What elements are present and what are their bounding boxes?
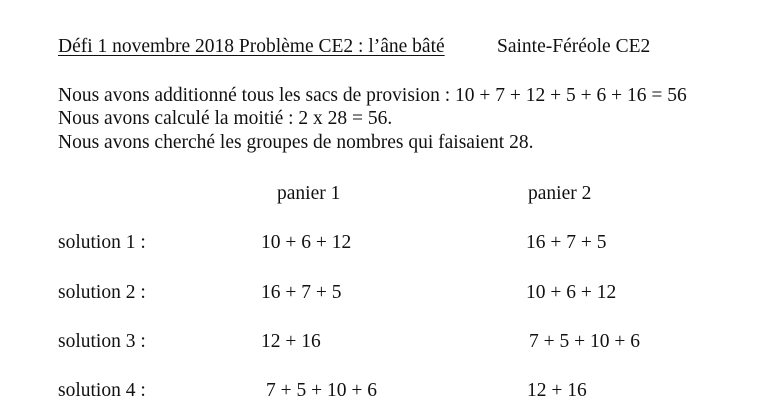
paragraph-half: Nous avons calculé la moitié : 2 x 28 = 56. [58, 108, 393, 129]
panier-2-value: 10 + 6 + 12 [526, 282, 617, 303]
header-panier-1: panier 1 [277, 183, 341, 204]
panier-1-value: 16 + 7 + 5 [261, 282, 342, 303]
panier-1-value: 10 + 6 + 12 [261, 232, 352, 253]
solution-label: solution 3 : [58, 331, 146, 352]
paragraph-groups: Nous avons cherché les groupes de nombres qui faisaient 28. [58, 132, 534, 153]
solution-label: solution 2 : [58, 282, 146, 303]
solution-label: solution 1 : [58, 232, 146, 253]
solution-label: solution 4 : [58, 380, 146, 401]
panier-2-value: 12 + 16 [527, 380, 587, 401]
panier-1-value: 12 + 16 [261, 331, 321, 352]
panier-2-value: 16 + 7 + 5 [526, 232, 607, 253]
paragraph-sum: Nous avons additionné tous les sacs de provision : 10 + 7 + 12 + 5 + 6 + 16 = 56 [58, 85, 687, 106]
school-name: Sainte-Féréole CE2 [497, 36, 651, 57]
header-panier-2: panier 2 [528, 183, 592, 204]
panier-1-value: 7 + 5 + 10 + 6 [266, 380, 377, 401]
document-title: Défi 1 novembre 2018 Problème CE2 : l’âne bâté [58, 36, 445, 57]
panier-2-value: 7 + 5 + 10 + 6 [529, 331, 640, 352]
